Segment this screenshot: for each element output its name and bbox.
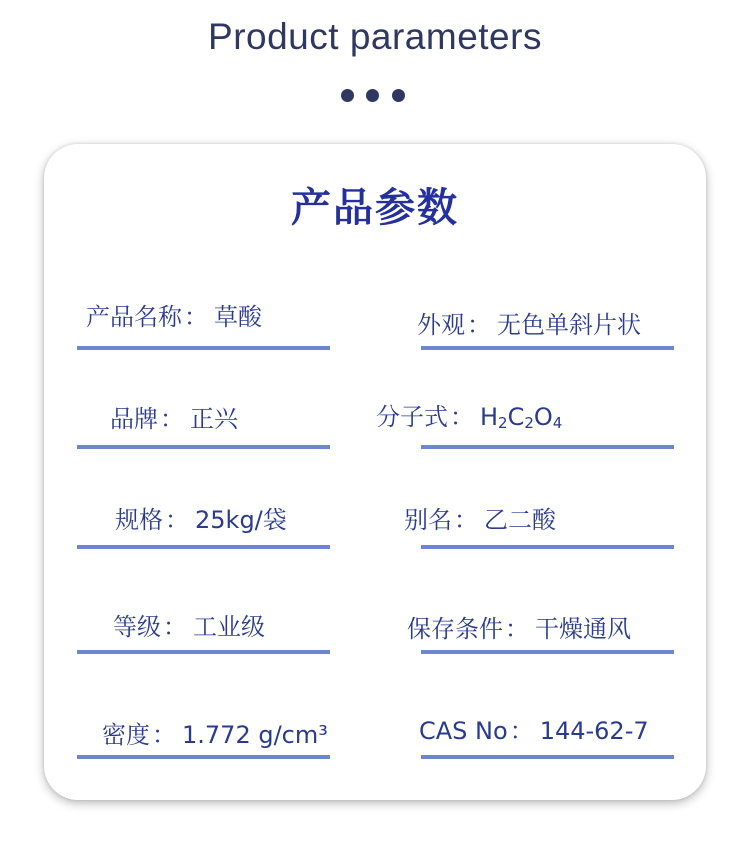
field-value: 干燥通风 [535,615,631,643]
field-separator: ： [165,506,189,534]
field-value: 正兴 [190,405,238,433]
divider [77,650,330,654]
field-separator: ： [467,311,491,339]
field-separator: ： [505,615,529,643]
field-value: 25kg/袋 [195,506,287,534]
dot [341,89,354,102]
field-alias [404,505,556,535]
divider [421,545,674,549]
divider [77,445,330,449]
card-title: 产品参数 [291,185,459,231]
divider [77,755,330,759]
formula-c: C [507,403,525,431]
field-value: 144-62-7 [539,717,649,745]
field-label: 分子式 [376,403,448,431]
formula-o-sub: 4 [552,414,563,432]
field-label: 等级 [113,613,161,641]
divider [421,755,674,759]
divider [421,445,674,449]
field-storage [407,614,631,644]
field-separator: ： [160,405,184,433]
field-label: 别名 [404,506,452,534]
page-title: Product parameters [208,16,542,57]
field-label: 外观 [417,311,465,339]
field-separator: ： [450,403,474,431]
formula-o: O [533,403,553,431]
dots-decoration [341,89,407,103]
field-label: CAS No [419,717,508,745]
field-separator: ： [454,506,478,534]
formula [480,403,562,431]
field-separator: ： [509,717,534,745]
formula-h: H [480,403,499,431]
dot [392,89,405,102]
field-cas [419,716,649,746]
field-separator: ： [152,721,176,749]
field-label: 产品名称 [86,303,182,331]
field-label: 规格 [115,506,163,534]
divider [421,346,674,350]
formula-c-sub: 2 [524,414,534,432]
field-value: 草酸 [214,303,262,331]
dot [366,89,379,102]
divider [77,545,330,549]
field-value: 1.772 g/cm³ [182,721,328,749]
field-label: 密度 [102,721,150,749]
field-density [102,720,328,750]
field-formula [376,402,562,438]
field-separator: ： [163,613,187,641]
parameters-card [44,144,706,800]
divider [421,650,674,654]
field-label: 品牌 [110,405,158,433]
formula-h-sub: 2 [498,414,508,432]
field-separator: ： [184,303,208,331]
field-value: 乙二酸 [484,506,556,534]
field-product-name [86,302,262,332]
field-label: 保存条件 [407,615,503,643]
divider [77,346,330,350]
field-value: 无色单斜片状 [497,311,641,339]
field-spec [115,505,287,535]
field-grade [113,612,265,642]
field-value: 工业级 [193,613,265,641]
field-appearance [417,310,641,340]
field-brand [110,404,238,434]
